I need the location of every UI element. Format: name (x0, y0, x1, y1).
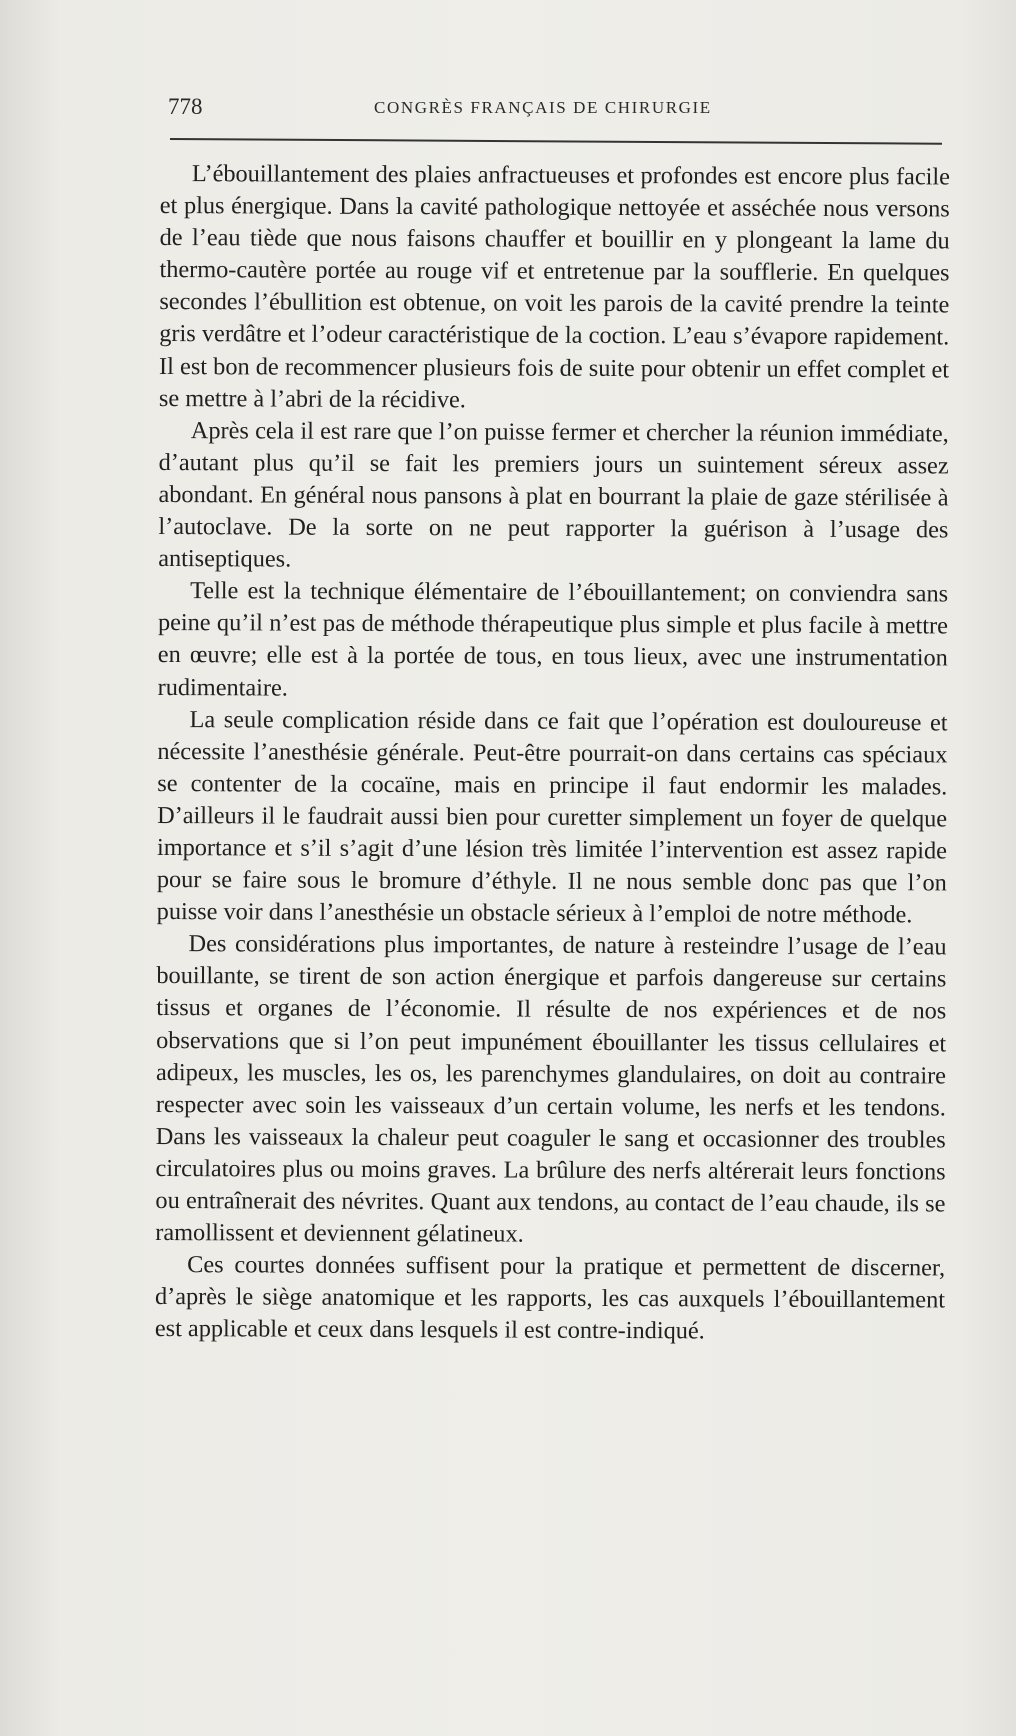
paragraph-1: L’ébouillantement des plaies anfractueuses et profondes est encore plus facile et plus énergique. Dans la cavité pathologique nettoyée et asséchée nous versons de l’eau tiède que nous faisons chauffer et bouillir en y plongeant la lame du thermo-cautère portée au rouge vif et entretenue par la soufflerie. En quelques secondes l’ébullition est obtenue, on voit les parois de la cavité prendre la teinte gris verdâtre et l’odeur caractéristique de la coction. L’eau s’évapore rapidement. Il est bon de recommencer plusieurs fois de suite pour obtenir un effet complet et se mettre à l’abri de la récidive. (158, 160, 950, 413)
paragraph-6: Ces courtes données suffisent pour la pratique et permettent de discerner, d’après le siège anatomique et les rapports, les cas auxquels l’ébouillantement est applicable et ceux dans lesquels il est contre-indiqué. (154, 1251, 946, 1345)
paragraph-2: Après cela il est rare que l’on puisse fermer et chercher la réunion immédiate, d’autant plus qu’il se fait les premiers jours un suintement séreux assez abondant. En général nous pansons à plat en bourrant la plaie de gaze stérilisée à l’autoclave. De la sorte on ne peut rapporter la guérison à l’usage des antiseptiques. (158, 416, 949, 573)
body-text (155, 158, 950, 1349)
paragraph-3: Telle est la technique élémentaire de l’ébouillantement; on conviendra sans peine qu’il n’est pas de méthode thérapeutique plus simple et plus facile à mettre en œuvre; elle est à la portée de tous, en tous lieux, avec une instrumentation rudimentaire. (157, 577, 949, 702)
paragraph-5: Des considérations plus importantes, de nature à resteindre l’usage de l’eau bouillante, se tirent de son action énergique et parfois dangereuse sur certains tissus et organes de l’économie. Il résulte de nos expériences et de nos observations que si l’on peut impunément ébouillanter les tissus cellulaires et adipeux, les muscles, les os, les parenchymes glandulaires, on doit au contraire respecter avec soin les vaisseaux d’un certain volume, les nerfs et les tendons. Dans les vaisseaux la chaleur peut coaguler le sang et occasionner des troubles circulatoires plus ou moins graves. La brûlure des nerfs altérerait leurs fonctions ou entraînerait des névrites. Quant aux tendons, au contact de l’eau chaude, ils se ramollissent et deviennent gélatineux. (155, 930, 947, 1248)
running-head: CONGRÈS FRANÇAIS DE CHIRURGIE (374, 98, 712, 117)
page-number: 778 (168, 94, 203, 119)
header-rule (170, 138, 942, 145)
page-header (168, 94, 938, 134)
paragraph-4: La seule complication réside dans ce fait que l’opération est douloureuse et nécessite l’anesthésie générale. Peut-être pourrait-on dans certains cas spéciaux se contenter de la cocaïne, mais en principe il faut endormir les malades. D’ailleurs il le faudrait aussi bien pour curetter simplement un foyer de quelque importance et s’il s’agit d’une lésion très limitée l’intervention est assez rapide pour se faire sous le bromure d’éthyle. Il ne nous semble donc pas que l’on puisse voir dans l’anesthésie un obstacle sérieux à l’emploi de notre méthode. (156, 705, 948, 929)
